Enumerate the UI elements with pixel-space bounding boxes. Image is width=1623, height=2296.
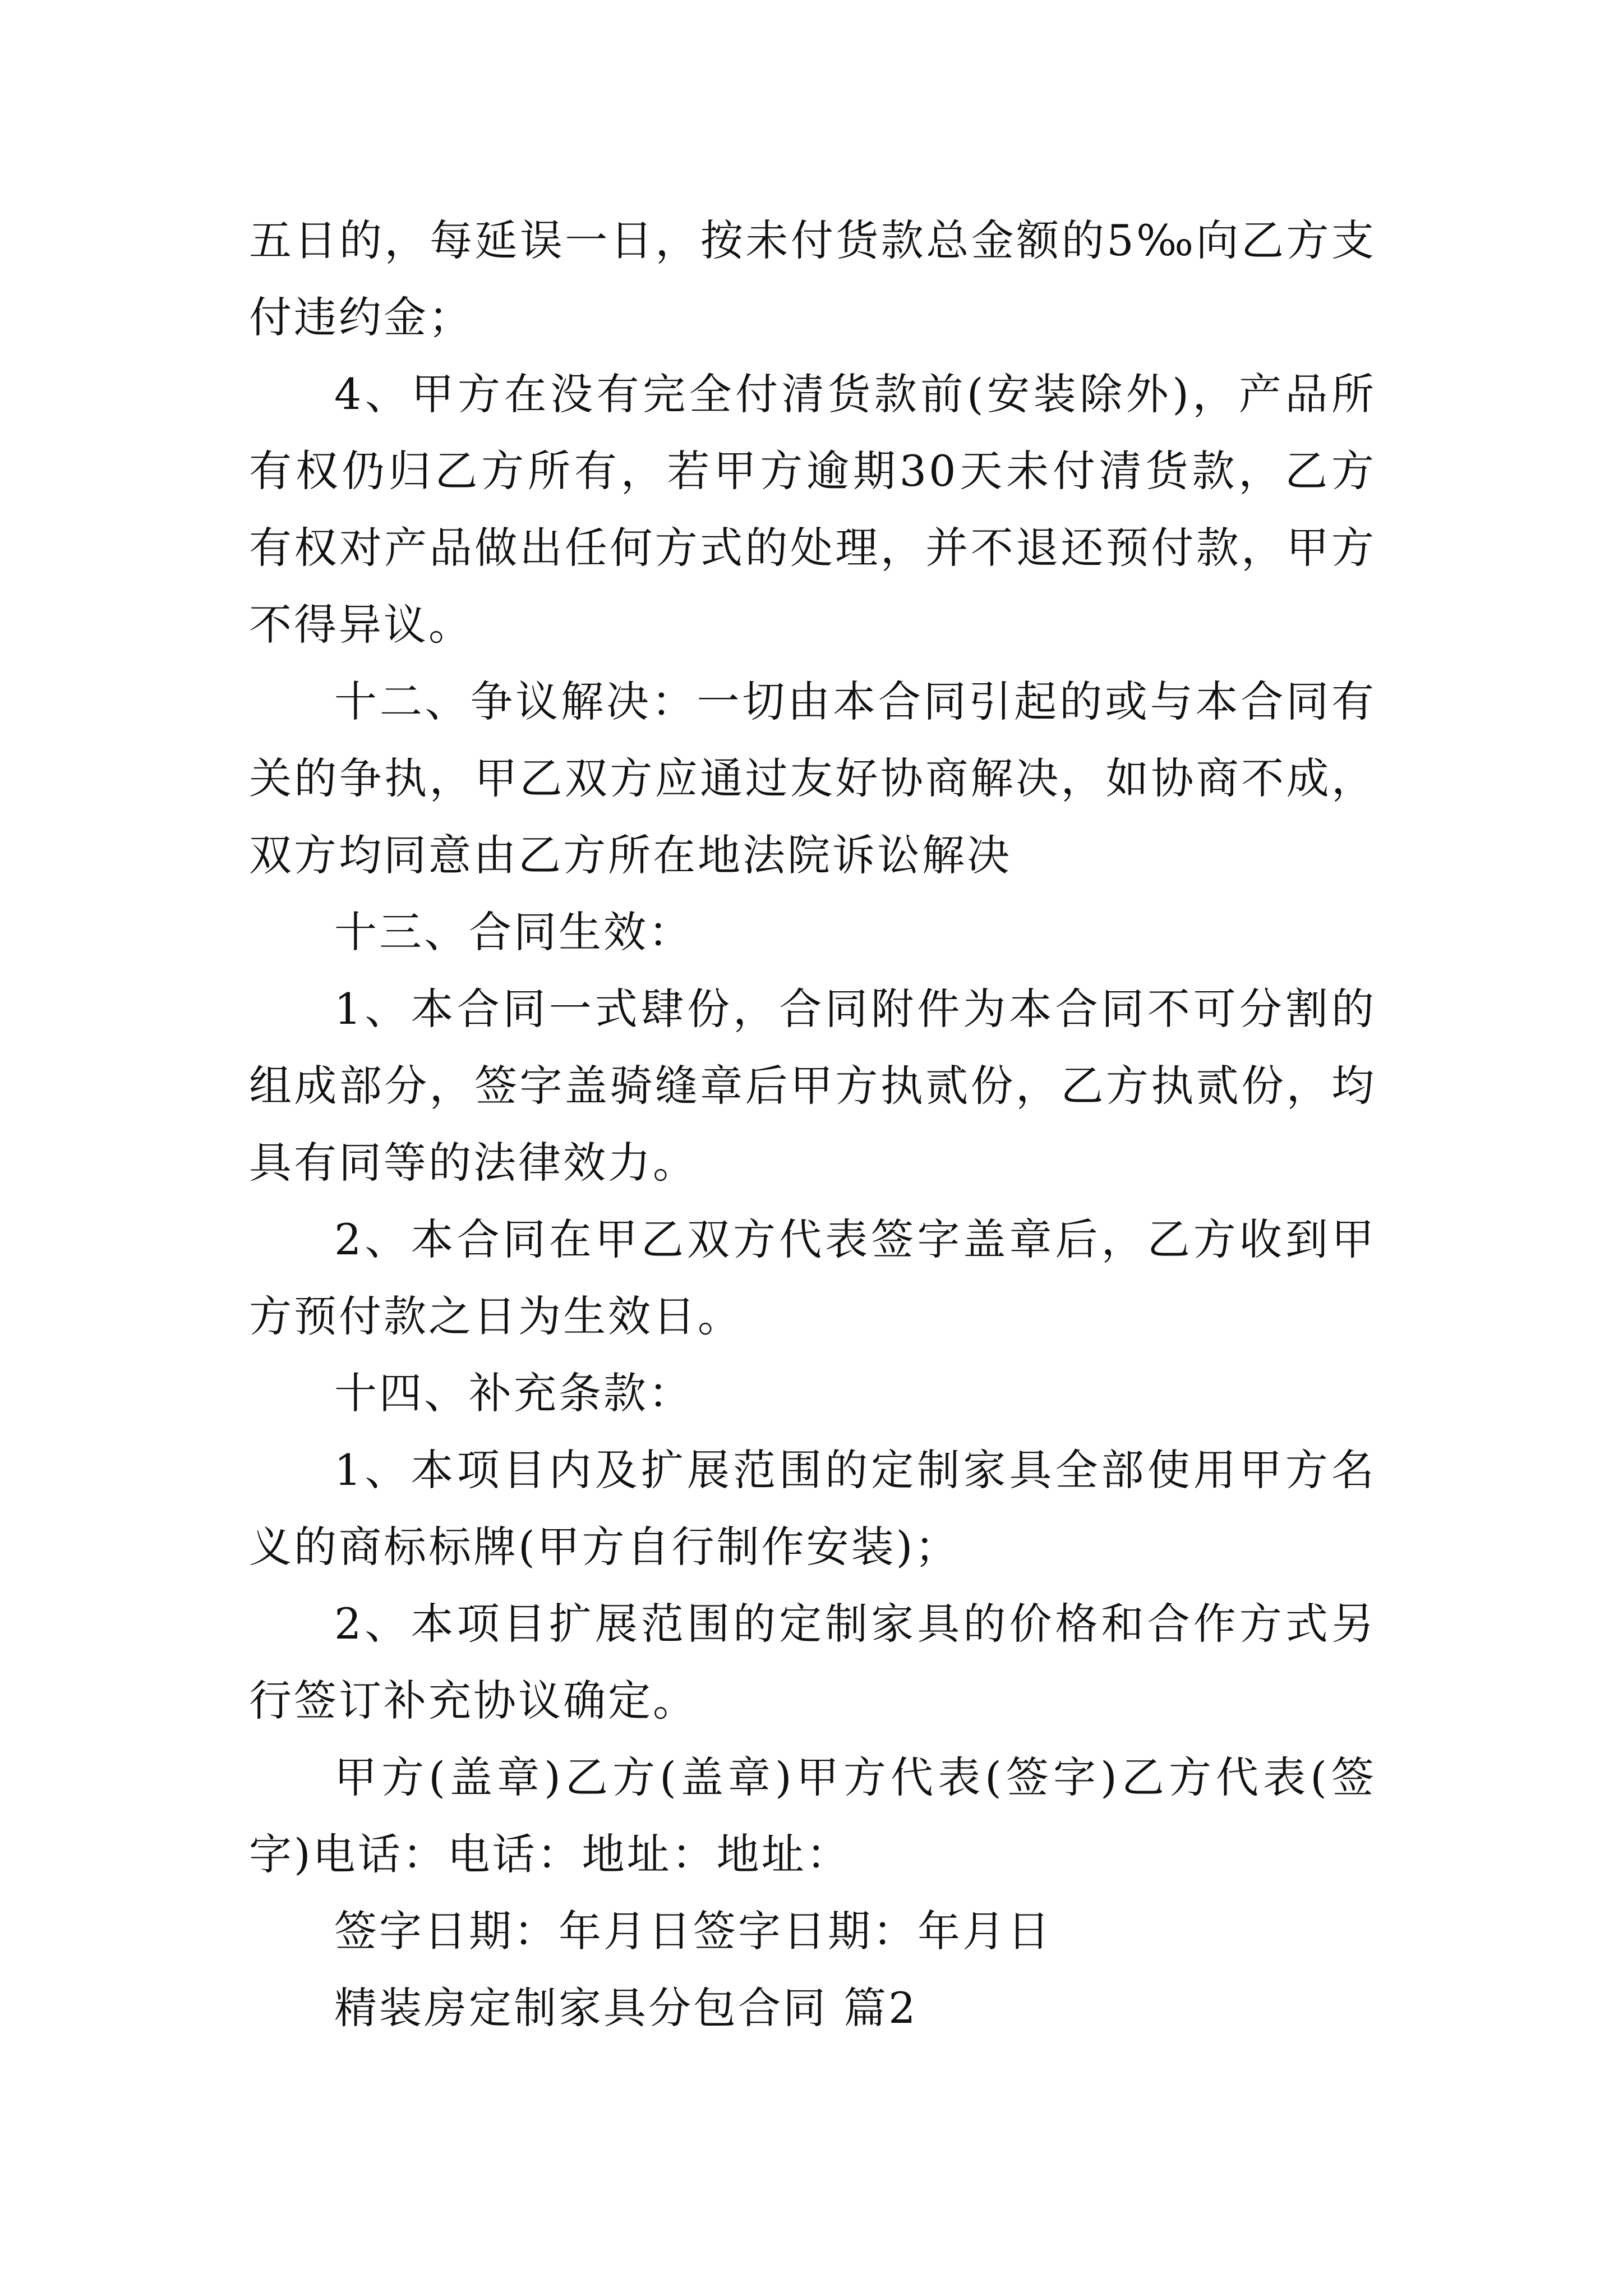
paragraph-penalty-continuation: 五日的，每延误一日，按未付货款总金额的5‰向乙方支付违约金； xyxy=(249,215,1376,342)
heading-supplementary-terms: 十四、补充条款： xyxy=(334,1368,693,1418)
paragraph-effective-date-clause: 2、本合同在甲乙双方代表签字盖章后，乙方收到甲方预付款之日为生效日。 xyxy=(249,1214,1376,1341)
paragraph-ownership-clause: 4、甲方在没有完全付清货款前(安装除外)，产品所有权仍归乙方所有，若甲方逾期30天未付清货款，乙方有权对产品做出任何方式的处理，并不退还预付款，甲方不得异议。 xyxy=(249,369,1376,650)
paragraph-trademark-clause: 1、本项目内及扩展范围的定制家具全部使用甲方名义的商标标牌(甲方自行制作安装)； xyxy=(249,1445,1376,1572)
heading-contract-effectiveness: 十三、合同生效： xyxy=(334,907,693,957)
paragraph-extension-pricing-clause: 2、本项目扩展范围的定制家具的价格和合作方式另行签订补充协议确定。 xyxy=(249,1599,1376,1726)
document-body xyxy=(249,202,1376,2046)
signature-block: 甲方(盖章)乙方(盖章)甲方代表(签字)乙方代表(签字)电话：电话：地址：地址： xyxy=(249,1752,1376,1879)
paragraph-dispute-resolution: 十二、争议解决：一切由本合同引起的或与本合同有关的争执，甲乙双方应通过友好协商解决，如协商不成，双方均同意由乙方所在地法院诉讼解决 xyxy=(249,677,1376,880)
signature-date-line: 签字日期：年月日签字日期：年月日 xyxy=(334,1906,1052,1956)
next-section-title: 精装房定制家具分包合同 篇2 xyxy=(334,1983,918,2033)
paragraph-copies-clause: 1、本合同一式肆份，合同附件为本合同不可分割的组成部分，签字盖骑缝章后甲方执贰份，乙方执贰份，均具有同等的法律效力。 xyxy=(249,984,1376,1188)
